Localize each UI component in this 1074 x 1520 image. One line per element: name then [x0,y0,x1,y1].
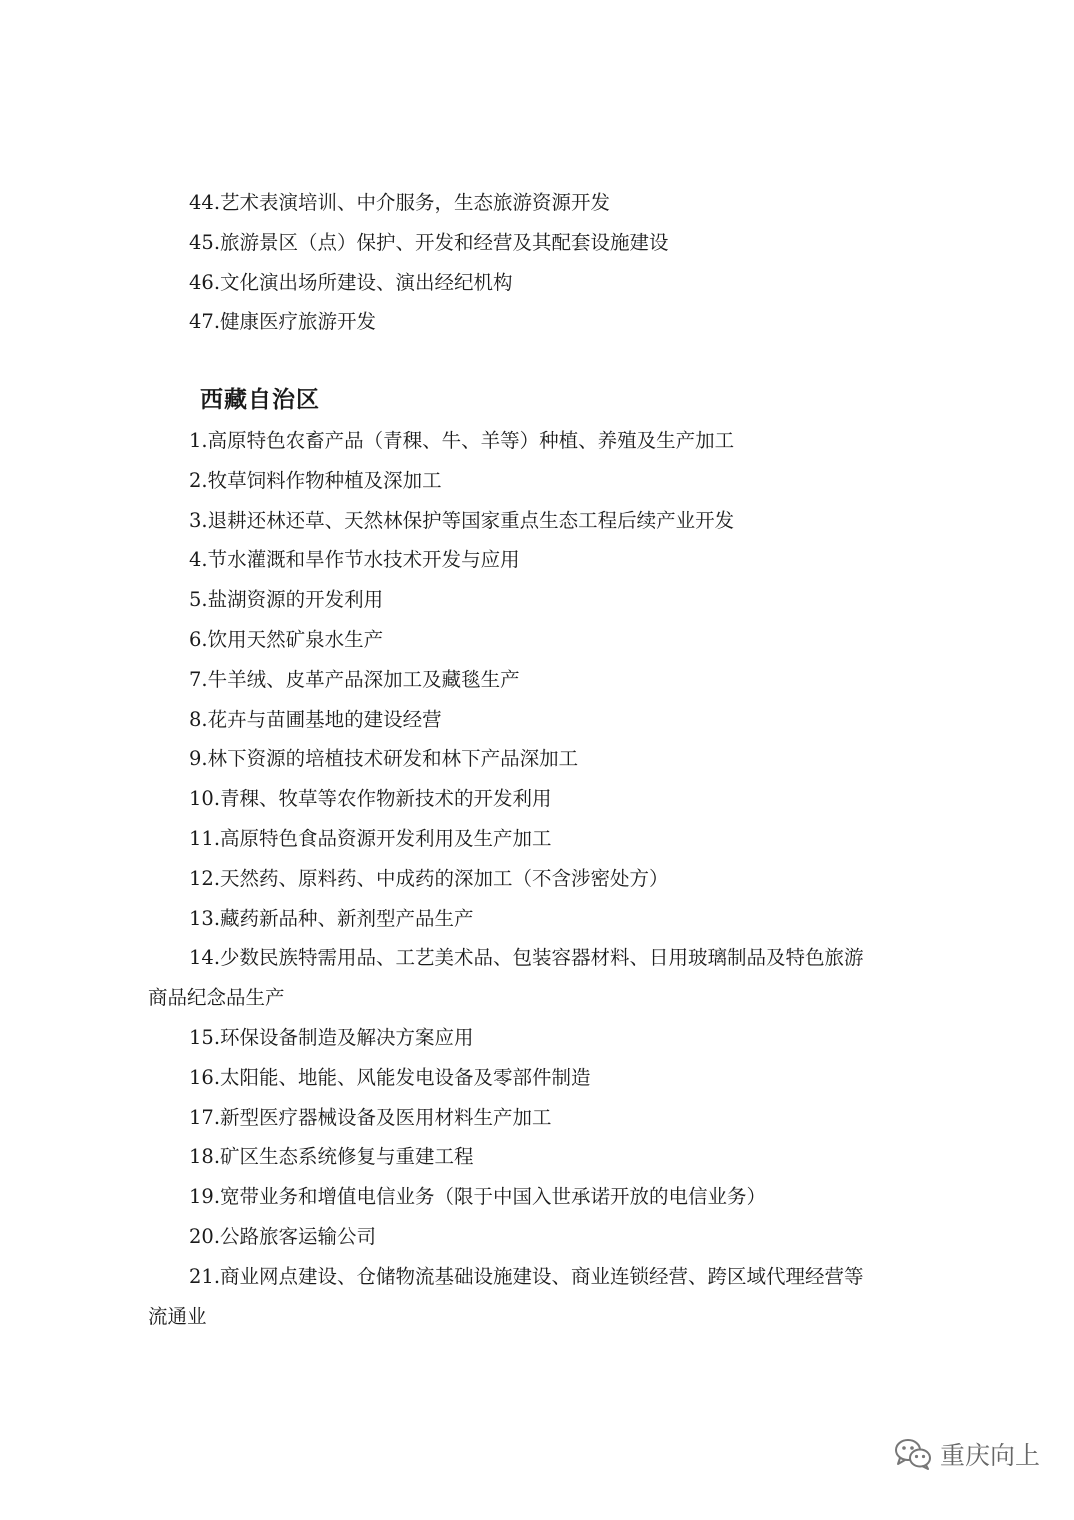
section-list [148,421,938,1336]
list-item: 6.饮用天然矿泉水生产 [189,627,384,651]
list-item: 16.太阳能、地能、风能发电设备及零部件制造 [189,1065,591,1089]
top-list [148,183,938,342]
list-item: 47.健康医疗旅游开发 [189,310,377,334]
list-item: 17.新型医疗器械设备及医用材料生产加工 [189,1105,552,1129]
list-item: 2.牧草饲料作物种植及深加工 [189,468,442,492]
list-item: 14.少数民族特需用品、工艺美术品、包装容器材料、日用玻璃制品及特色旅游 [189,946,864,970]
list-item-continuation: 商品纪念品生产 [148,986,285,1010]
list-item-continuation: 流通业 [148,1304,207,1328]
list-item: 1.高原特色农畜产品（青稞、牛、羊等）种植、养殖及生产加工 [189,429,735,452]
list-item: 21.商业网点建设、仓储物流基础设施建设、商业连锁经营、跨区域代理经营等 [189,1264,864,1288]
list-item: 19.宽带业务和增值电信业务（限于中国入世承诺开放的电信业务） [189,1185,767,1209]
list-item: 10.青稞、牧草等农作物新技术的开发利用 [189,787,552,811]
wechat-icon [894,1438,932,1470]
list-item: 5.盐湖资源的开发利用 [189,588,384,612]
list-item: 20.公路旅客运输公司 [189,1224,377,1248]
list-item: 46.文化演出场所建设、演出经纪机构 [189,270,513,294]
list-item: 7.牛羊绒、皮革产品深加工及藏毯生产 [189,667,520,691]
section-title: 西藏自治区 [200,387,320,413]
list-item: 45.旅游景区（点）保护、开发和经营及其配套设施建设 [189,230,669,254]
list-item: 4.节水灌溉和旱作节水技术开发与应用 [189,548,520,572]
list-item: 12.天然药、原料药、中成药的深加工（不含涉密处方） [189,866,669,890]
list-item: 18.矿区生态系统修复与重建工程 [189,1145,474,1169]
watermark [894,1436,1040,1472]
list-item: 9.林下资源的培植技术研发和林下产品深加工 [189,747,579,771]
list-item: 3.退耕还林还草、天然林保护等国家重点生态工程后续产业开发 [189,508,735,532]
list-item: 11.高原特色食品资源开发利用及生产加工 [189,826,552,850]
list-item: 8.花卉与苗圃基地的建设经营 [189,707,442,731]
list-item: 15.环保设备制造及解决方案应用 [189,1025,474,1049]
watermark-text: 重庆向上 [939,1441,1040,1470]
list-item: 44.艺术表演培训、中介服务，生态旅游资源开发 [189,191,611,214]
list-item: 13.藏药新品种、新剂型产品生产 [189,906,474,930]
